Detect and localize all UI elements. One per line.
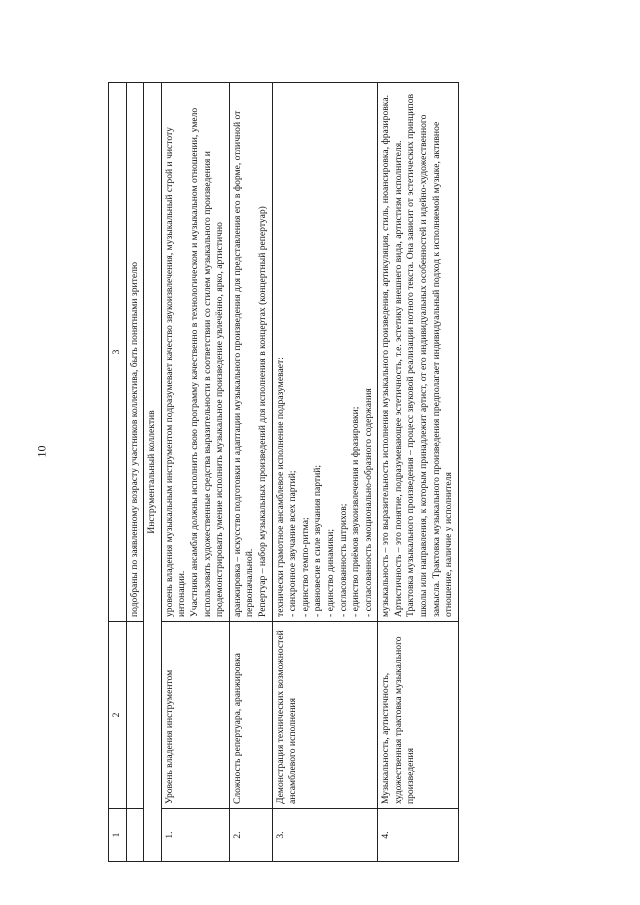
table-header-row (109, 83, 127, 862)
description-line: музыкальность – это выразительность исполнения музыкального произведения, артикуляция, стиль, нюансировка, фразировка. (380, 95, 392, 617)
continuation-row (126, 83, 144, 862)
section-title: Инструментальный коллектив (144, 83, 162, 862)
header-col-1: 1 (109, 809, 127, 862)
table-row (272, 83, 378, 862)
row-number: 4. (378, 809, 459, 862)
description-line: аранжировка – искусство подготовки и адаптации музыкального произведения для представления его в форме, отличной от первоначальной. (231, 110, 256, 617)
description-line: - равновесие в силе звучания партий; (312, 464, 324, 617)
description-line: Артистичность – это понятие, подразумевающее эстетичность, т.е. эстетику внешнего вида, артистизм исполнителя. (392, 140, 404, 617)
row-criterion: Музыкальность, артистичность, художественная трактовка музыкального произведения (378, 622, 459, 809)
section-row (144, 83, 162, 862)
description-line: уровень владения музыкальным инструментом подразумевает качество звукоизвлечения, музыкальный строй и чистоту интонации. (163, 127, 188, 617)
description-line: - единство динамики; (324, 528, 336, 617)
description-line: - синхронное звучание всех партий; (287, 470, 299, 617)
row-description (272, 83, 378, 622)
description-line: Трактовка музыкального произведения – процесс звуковой реализации нотного текста. Она зависит от эстетических принципов школы или направления, к которым принадлежит артист, от его индивидуальных особенностей и идейно-художественного замысла. Трактовка музыкального произведения предполагает индивидуальный подход к исполняемой музыке, активное отношение, наличие у исполнителя (405, 93, 455, 617)
row-criterion: Демонстрация технических возможностей ансамблевого исполнения (272, 622, 378, 809)
rotated-sheet (108, 82, 608, 862)
header-col-3: 3 (109, 83, 127, 622)
description-line: Участники ансамбля должны исполнить свою программу качественно в технологическом и музыкальном отношении, умело использовать художественные средства выразительности в соответствии со стилем музыкального произведения и продемонстрировать умение исполнить музыкальное произведение увлечённо, ярко, артистично (188, 107, 226, 617)
criteria-table (108, 82, 459, 862)
row-description (229, 83, 272, 622)
description-line: Репертуар – набор музыкальных произведений для исполнения в концертах (концертный репертуар) (256, 206, 268, 617)
description-line: - согласованность эмоционально-образного содержания (362, 388, 374, 617)
table-row (161, 83, 229, 862)
continuation-text: подобраны по заявленному возрасту участников коллектива, быть понятными зрителю (126, 83, 144, 622)
description-line: технически грамотное ансамблевое исполнение подразумевает: (274, 357, 286, 617)
description-line: - согласованность штрихов; (337, 503, 349, 617)
row-description (378, 83, 459, 622)
row-number: 3. (272, 809, 378, 862)
description-line: - единство темпо-ритма; (299, 517, 311, 617)
row-description (161, 83, 229, 622)
header-col-2: 2 (109, 622, 127, 809)
description-line: - единство приёмов звукоизвлечения и фразировки; (350, 406, 362, 617)
row-criterion: Сложность репертуара, аранжировка (229, 622, 272, 809)
table-row (229, 83, 272, 862)
table-row (378, 83, 459, 862)
page-number: 10 (34, 445, 49, 458)
row-number: 1. (161, 809, 229, 862)
row-criterion: Уровень владения инструментом (161, 622, 229, 809)
row-number: 2. (229, 809, 272, 862)
